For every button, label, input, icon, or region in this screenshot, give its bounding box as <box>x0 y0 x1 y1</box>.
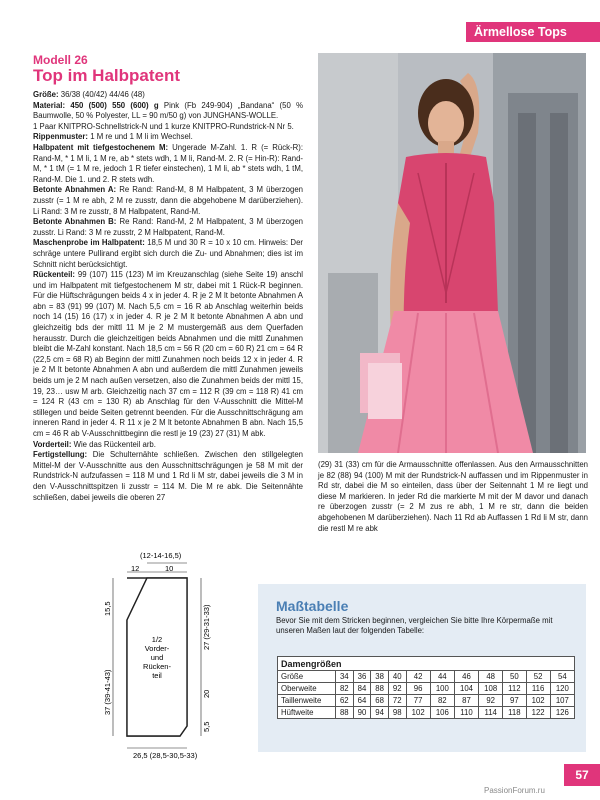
paragraph-label: Rückenteil: <box>33 270 76 280</box>
page-number: 57 <box>564 764 600 786</box>
instruction-paragraph <box>33 132 303 143</box>
table-cell: 82 <box>336 683 354 695</box>
instruction-paragraph <box>33 238 303 270</box>
table-cell: 94 <box>371 707 389 719</box>
center-label-3: und <box>150 653 164 662</box>
table-cell: 62 <box>336 695 354 707</box>
table-cell: 100 <box>430 683 454 695</box>
table-cell: 46 <box>454 671 478 683</box>
table-cell: 82 <box>430 695 454 707</box>
paragraph-label: Vorderteil: <box>33 439 72 449</box>
paragraph-text: Pink (Fb 249-904) „Bandana“ (50 % Baumwolle, 50 % Polyester, LL = 90 m/50 g) von JUNGHANS-WOLLE. <box>33 100 304 121</box>
section-tab: Ärmellose Tops <box>466 22 600 42</box>
table-cell: 108 <box>479 683 503 695</box>
table-row <box>278 707 575 719</box>
table-cell: 104 <box>454 683 478 695</box>
instruction-paragraph <box>33 101 303 122</box>
table-cell: 114 <box>479 707 503 719</box>
article-title: Top im Halbpatent <box>33 66 181 85</box>
paragraph-text: 1 Paar KNITPRO-Schnellstrick-N und 1 kurze KNITPRO-Rundstrick-N Nr 5. <box>33 121 294 131</box>
table-cell: 116 <box>526 683 550 695</box>
dim-right-small: 5,5 <box>202 721 211 732</box>
row-label: Taillenweite <box>278 695 336 707</box>
paragraph-text: 36/38 (40/42) 44/46 (48) <box>58 90 145 99</box>
table-cell: 122 <box>526 707 550 719</box>
table-cell: 92 <box>479 695 503 707</box>
dim-bottom: 26,5 (28,5-30,5-33) <box>133 751 198 760</box>
table-cell: 68 <box>371 695 389 707</box>
table-cell: 64 <box>353 695 371 707</box>
watermark: PassionForum.ru <box>484 786 545 795</box>
table-cell: 118 <box>503 707 526 719</box>
schematic-diagram <box>85 550 245 760</box>
dim-right-bottom: 20 <box>202 689 211 698</box>
table-cell: 102 <box>526 695 550 707</box>
table-cell: 50 <box>503 671 526 683</box>
table-cell: 88 <box>371 683 389 695</box>
paragraph-text: 99 (107) 115 (123) M im Kreuzanschlag (siehe Seite 19) anschl und im Halbpatent mit tiefgestochenem M str, dabei mit 1 Rück-R beginnen. Für die Hüftschrägungen beids 4 x in jeder 4. R je 2 M lt betonte Abnahmen A abn = 83 (91) 99 (107) M. Nach 5,5 cm = 16 R ab Anschlag weiterhin beids noch 14 (15) 16 (17) x in jeder 4. R je 2 M lt betonte Abnahmen A abn und gleichzeitig bds der mittl 11 M je 2 M mustergemäß aus dem Querfaden herausstr. Durch die gleichzeitigen beids Abnahmen und die mittl Zunahmen bleibt die M-Zahl konstant. Nach 18,5 cm = 56 R (20 cm = 60 R) 21 cm = 64 R (22,5 cm = 68 R) ab Beginn der mittl Zunahmen noch beids 12 x in jeder 4. R je 2 M lt betonte Abnahmen A abn und außerdem die mittl Zunahmen jeweils beids um je 2 M nach außen versetzen, also die Zunahmen beids der mittl 15, 19, 23… usw M arb. Gleichzeitig nach 37 cm = 112 R (39 cm = 118 R) 41 cm = 124 R (43 cm = 130 R) ab Anschlag für den V-Ausschnitt die Mittel-M stillegen und beide Seiten getrennt beenden. Für die Ausschnittschrägung am inneren Rand in jeder 4. R 11 x je 2 M lt betonte Abnahmen B abn. Nach 15,5 cm = 46 R ab V-Ausschnittbeginn die restl je 19 (23) 27 (31) M abk. <box>33 270 303 438</box>
paragraph-text: Die Schulternähte schließen. Zwischen den stillgelegten Mittel-M der V-Ausschnitte aus den Ausschnittschrägungen je 58 M mit der Rundstrick-N aufzufassen = 118 M und 1 Rd li M str, dabei jeweils die 3 M in den V-Ausschnittspitzen li zusstr = 114 M. Die M re abk. Die Seitennähte schließen, dabei jeweils die oberen 27 <box>33 450 303 502</box>
table-cell: 126 <box>550 707 574 719</box>
table-cell: 52 <box>526 671 550 683</box>
dim-left-top: 15,5 <box>103 601 112 616</box>
dim-left-bottom: 37 (39-41-43) <box>103 669 112 715</box>
table-cell: 38 <box>371 671 389 683</box>
instruction-paragraph <box>33 270 303 440</box>
center-label-4: Rücken- <box>143 662 171 671</box>
size-table <box>277 656 575 719</box>
instruction-paragraph <box>33 185 303 217</box>
paragraph-text: Re Rand: Rand-M, 8 M Halbpatent, 3 M überzogen zusstr (= 1 M re abh, 2 M re zusstr, dann die abgehobene M darüberziehen). Li Rand: 3 M re zusstr, 8 M Halbpatent, Rand-M. <box>33 185 303 216</box>
table-cell: 106 <box>430 707 454 719</box>
paragraph-label: Halbpatent mit tiefgestochenem M: <box>33 142 169 152</box>
table-cell: 120 <box>550 683 574 695</box>
table-cell: 72 <box>388 695 406 707</box>
table-cell: 102 <box>406 707 430 719</box>
table-cell: 92 <box>388 683 406 695</box>
dim-top-right: 10 <box>165 564 174 573</box>
instruction-paragraph <box>33 440 303 451</box>
table-row <box>278 671 575 683</box>
model-photo <box>318 53 586 453</box>
center-label-1: 1/2 <box>151 635 163 644</box>
paragraph-label: Fertigstellung: <box>33 450 88 460</box>
paragraph-label: Betonte Abnahmen A: <box>33 185 117 195</box>
instruction-paragraph <box>33 90 303 101</box>
size-table-group-header: Damengrößen <box>278 657 575 671</box>
paragraph-text: Re Rand: Rand-M, 2 M Halbpatent, 3 M überzogen zusstr. Li Rand: 3 M re zusstr, 2 M Halbpatent, Rand-M. <box>33 217 303 237</box>
paragraph-label: Material: <box>33 100 66 110</box>
paragraph-text: 18,5 M und 30 R = 10 x 10 cm. Hinweis: Der schräge untere Pullirand ergibt sich durch die Zu- und Abnahmen; dies ist im Schnitt nicht berücksichtigt. <box>33 238 303 269</box>
masstabelle-intro: Bevor Sie mit dem Stricken beginnen, vergleichen Sie bitte Ihre Körpermaße mit unseren Maßen laut der folgenden Tabelle: <box>276 616 553 635</box>
table-cell: 40 <box>388 671 406 683</box>
table-cell: 77 <box>406 695 430 707</box>
paragraph-label-rest: 450 (500) 550 (600) g <box>65 100 159 110</box>
table-cell: 97 <box>503 695 526 707</box>
table-cell: 48 <box>479 671 503 683</box>
model-photo-illustration <box>318 53 586 453</box>
paragraph-label: Größe: <box>33 90 59 99</box>
table-cell: 44 <box>430 671 454 683</box>
instructions-continuation: (29) 31 (33) cm für die Armausschnitte offenlassen. Aus den Armausschnitten je 82 (88) 94 (100) M mit der Rundstrick-N auffassen und im Rippenmuster in Rd str, dabei die M so einteilen, dass über der Seitennaht 1 M re liegt und diese M markieren. In jeder Rd die markierte M mit der M davor und danach re überzogen zusstr (= 2 M zus re abh, 1 M re str, dann die beiden abgehobenen M darüberziehen). Nach 11 Rd ab Auffassen 1 Rd li M str, dann die restl M re abk <box>318 460 588 533</box>
table-row <box>278 683 575 695</box>
table-cell: 34 <box>336 671 354 683</box>
dim-right-top: 27 (29-31-33) <box>202 604 211 650</box>
paragraph-label: Maschenprobe im Halbpatent: <box>33 238 145 248</box>
table-cell: 112 <box>503 683 526 695</box>
paragraph-label: Rippenmuster: <box>33 132 89 142</box>
table-cell: 84 <box>353 683 371 695</box>
row-label: Hüftweite <box>278 707 336 719</box>
dim-top-left: 12 <box>131 564 140 573</box>
table-cell: 36 <box>353 671 371 683</box>
table-row <box>278 695 575 707</box>
paragraph-label: Betonte Abnahmen B: <box>33 217 117 227</box>
paragraph-text: Ungerade M-Zahl. 1. R (= Rück-R): Rand-M, * 1 M li, 1 M re, ab * stets wdh, 1 M li, Rand-M. 2. R (= Hin-R): Rand-M, * 1 tM (= 1 M re, jedoch 1 R tiefer einstechen), 1 M li, ab * stets wdh, 1 tM, Rand-M. Die 1. und 2. R stets wdh. <box>33 142 303 184</box>
masstabelle-title: Maßtabelle <box>276 598 349 614</box>
model-number: Modell 26 <box>33 53 88 67</box>
table-cell: 98 <box>388 707 406 719</box>
table-cell: 96 <box>406 683 430 695</box>
row-label: Größe <box>278 671 336 683</box>
dim-top-label: (12-14-16,5) <box>140 551 182 560</box>
instruction-paragraph <box>33 143 303 185</box>
instructions-text <box>33 90 303 503</box>
center-label-2: Vorder- <box>144 644 170 653</box>
instruction-paragraph <box>33 450 303 503</box>
instruction-paragraph <box>33 217 303 238</box>
paragraph-text: Wie das Rückenteil arb. <box>71 439 156 449</box>
table-cell: 110 <box>454 707 478 719</box>
row-label: Oberweite <box>278 683 336 695</box>
table-cell: 54 <box>550 671 574 683</box>
center-label-5: teil <box>152 671 162 680</box>
paragraph-text: 1 M re und 1 M li im Wechsel. <box>88 132 193 142</box>
table-cell: 107 <box>550 695 574 707</box>
table-cell: 90 <box>353 707 371 719</box>
table-cell: 87 <box>454 695 478 707</box>
table-cell: 88 <box>336 707 354 719</box>
table-cell: 42 <box>406 671 430 683</box>
instruction-paragraph <box>33 122 303 133</box>
